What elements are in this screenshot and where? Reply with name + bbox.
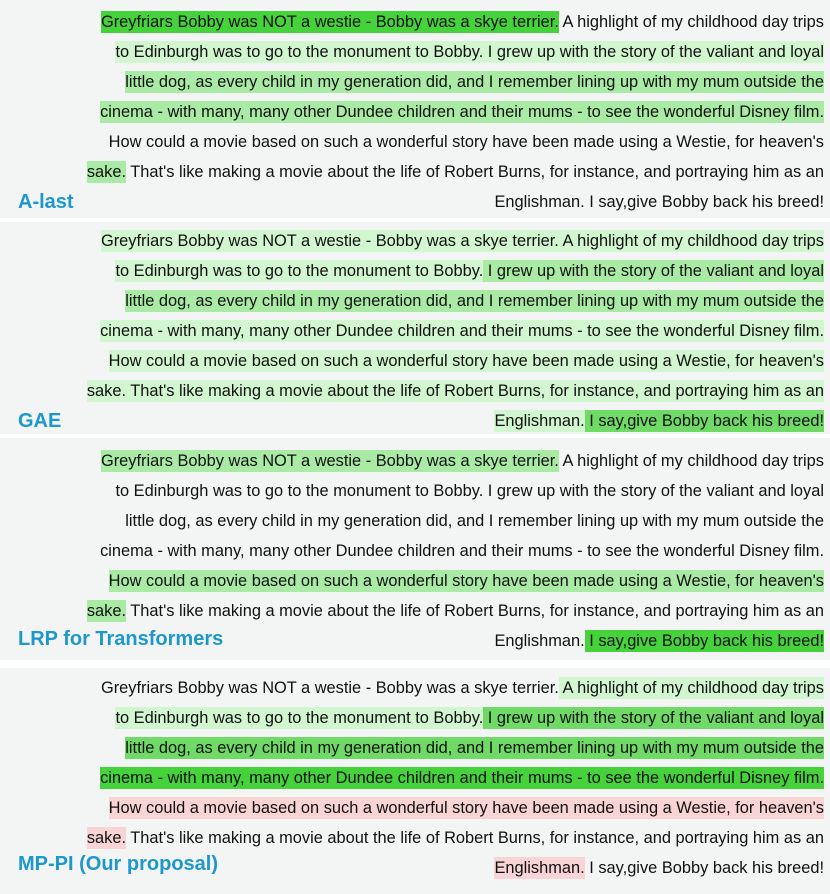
panel-gae: [0, 222, 830, 434]
method-label: GAE: [18, 410, 62, 432]
highlight-segment: little dog, as every child in my generation did, and I remember lining up with my mum outside the: [125, 739, 824, 757]
text-line: [100, 536, 824, 566]
text-segment: How could a movie based on such a wonderful story have been made using a Westie, for heaven's: [108, 133, 824, 151]
highlight-segment: Englishman.: [494, 412, 585, 430]
highlight-segment: little dog, as every child in my generation did, and I remember lining up with my mum outside the: [125, 292, 824, 310]
text-line: [494, 626, 824, 656]
method-label: A-last: [18, 191, 74, 213]
highlight-segment: cinema - with many, many other Dundee children and their mums - to see the wonderful Disney film.: [100, 769, 824, 787]
text-line: [115, 703, 824, 733]
negative-segment: How could a movie based on such a wonderful story have been made using a Westie, for heaven's: [108, 799, 824, 817]
highlight-segment: I say,give Bobby back his breed!: [584, 412, 824, 430]
text-segment: Greyfriars Bobby was NOT a westie - Bobby was a skye terrier.: [100, 679, 559, 697]
highlight-segment: A highlight of my childhood day trips: [558, 679, 824, 697]
text-line: [100, 97, 824, 127]
text-line: [100, 316, 824, 346]
negative-segment: Englishman.: [494, 859, 585, 877]
method-label: MP-PI (Our proposal): [18, 853, 218, 875]
text-segment: little dog, as every child in my generation did, and I remember lining up with my mum outside the: [125, 512, 824, 530]
highlight-segment: How could a movie based on such a wonderful story have been made using a Westie, for heaven's: [108, 572, 824, 590]
text-segment: I say,give Bobby back his breed!: [584, 859, 824, 877]
text-line: [494, 853, 824, 883]
highlight-segment: cinema - with many, many other Dundee children and their mums - to see the wonderful Disney film.: [100, 103, 824, 121]
text-line: [115, 256, 824, 286]
highlight-segment: sake. That's like making a movie about the life of Robert Burns, for instance, and portraying him as an: [86, 382, 824, 400]
text-line: [109, 793, 824, 823]
highlight-segment: Greyfriars Bobby was NOT a westie - Bobby was a skye terrier.: [100, 452, 559, 470]
panel-a-last: [0, 0, 830, 218]
highlight-segment: I grew up with the story of the valiant and loyal: [483, 262, 824, 280]
text-segment: cinema - with many, many other Dundee children and their mums - to see the wonderful Disney film.: [100, 542, 824, 560]
negative-segment: sake.: [86, 829, 127, 847]
text-line: [101, 226, 824, 256]
text-line: [101, 673, 824, 703]
text-line: [100, 763, 824, 793]
text-line: [125, 67, 824, 97]
text-segment: That's like making a movie about the life of Robert Burns, for instance, and portraying him as an: [126, 163, 824, 181]
text-segment: Englishman.: [494, 632, 585, 650]
highlight-segment: cinema - with many, many other Dundee children and their mums - to see the wonderful Disney film.: [100, 322, 824, 340]
text-line: [125, 506, 824, 536]
text-segment: That's like making a movie about the life of Robert Burns, for instance, and portraying him as an: [126, 829, 824, 847]
highlight-segment: sake.: [86, 163, 127, 181]
text-segment: Englishman. I say,give Bobby back his breed!: [494, 193, 824, 211]
highlight-segment: How could a movie based on such a wonderful story have been made using a Westie, for heaven's: [108, 352, 824, 370]
text-line: [115, 476, 824, 506]
text-line: [101, 7, 824, 37]
method-label: LRP for Transformers: [18, 628, 224, 650]
text-line: [87, 376, 824, 406]
text-line: [115, 37, 824, 67]
panel-mp-pi: [0, 668, 830, 894]
text-line: [87, 596, 824, 626]
text-line: [125, 733, 824, 763]
text-line: [101, 446, 824, 476]
highlight-segment: to Edinburgh was to go to the monument to Bobby.: [115, 709, 484, 727]
highlight-segment: sake.: [86, 602, 127, 620]
text-line: [125, 286, 824, 316]
highlight-segment: I say,give Bobby back his breed!: [584, 632, 824, 650]
text-segment: to Edinburgh was to go to the monument to Bobby. I grew up with the story of the valiant and loyal: [115, 482, 824, 500]
text-segment: A highlight of my childhood day trips: [558, 13, 824, 31]
text-line: [494, 406, 824, 436]
highlight-segment: Greyfriars Bobby was NOT a westie - Bobby was a skye terrier.: [100, 13, 559, 31]
highlight-segment: little dog, as every child in my generation did, and I remember lining up with my mum outside the: [125, 73, 824, 91]
highlight-segment: Greyfriars Bobby was NOT a westie - Bobby was a skye terrier. A highlight of my childhood day trips: [100, 232, 824, 250]
panel-lrp-transformers: [0, 438, 830, 660]
text-line: [87, 157, 824, 187]
text-line: [494, 187, 824, 217]
text-segment: That's like making a movie about the life of Robert Burns, for instance, and portraying him as an: [126, 602, 824, 620]
text-segment: A highlight of my childhood day trips: [558, 452, 824, 470]
text-line: [109, 566, 824, 596]
highlight-segment: I grew up with the story of the valiant and loyal: [483, 709, 824, 727]
text-line: [87, 823, 824, 853]
highlight-segment: to Edinburgh was to go to the monument to Bobby. I grew up with the story of the valiant and loyal: [115, 43, 824, 61]
highlight-segment: to Edinburgh was to go to the monument to Bobby.: [115, 262, 484, 280]
text-line: [109, 346, 824, 376]
text-line: [109, 127, 824, 157]
